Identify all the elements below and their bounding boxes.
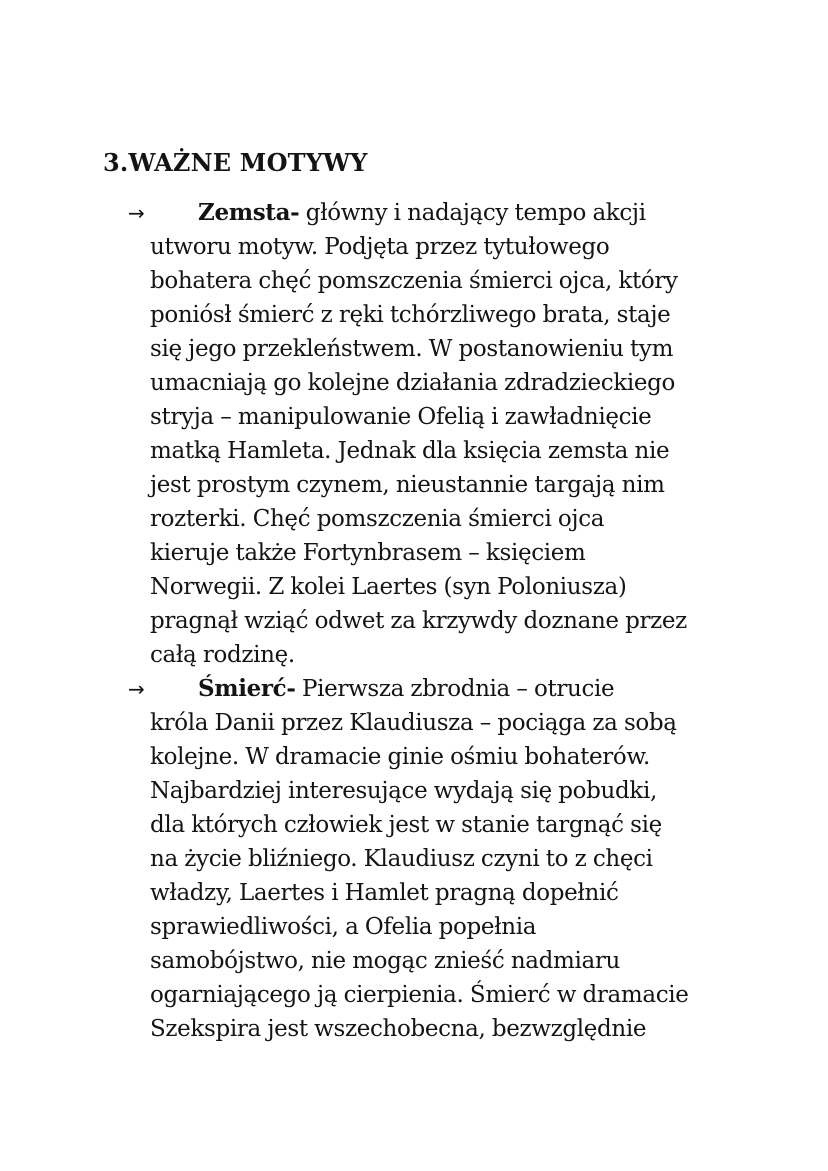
line-text: Pierwsza zbrodnia – otrucie [295,676,615,702]
line-text: główny i nadający tempo akcji [299,200,646,226]
paragraph-line: sprawiedliwości, a Ofelia popełnia [150,914,537,940]
motif-term: Zemsta- [198,199,300,226]
paragraph-line: całą rodzinę. [150,642,295,668]
paragraph-line: Norwegii. Z kolei Laertes (syn Poloniusza) [150,574,627,600]
paragraph-line: utworu motyw. Podjęta przez tytułowego [150,234,610,260]
motif-paragraph [150,196,750,672]
paragraph-line: bohatera chęć pomszczenia śmierci ojca, który [150,268,678,294]
motif-paragraph [150,672,750,1046]
paragraph-line: stryja – manipulowanie Ofelią i zawładnięcie [150,404,652,430]
paragraph-line: poniósł śmierć z ręki tchórzliwego brata, staje [150,302,671,328]
paragraph-line: kieruje także Fortynbrasem – księciem [150,540,586,566]
paragraph-line: dla których człowiek jest w stanie targnąć się [150,812,662,838]
arrow-bullet-icon: → [128,677,145,701]
paragraph-line: samobójstwo, nie mogąc znieść nadmiaru [150,948,620,974]
paragraph-line: ogarniającego ją cierpienia. Śmierć w dramacie [150,982,689,1008]
section-heading: 3.WAŻNE MOTYWY [103,148,368,177]
motif-list [0,196,828,1046]
paragraph-line: jest prostym czynem, nieustannie targają nim [150,472,665,498]
paragraph-line: kolejne. W dramacie ginie ośmiu bohaterów. [150,744,650,770]
paragraph-line: się jego przekleństwem. W postanowieniu tym [150,336,674,362]
paragraph-line: Najbardziej interesujące wydają się pobudki, [150,778,657,804]
paragraph-line: rozterki. Chęć pomszczenia śmierci ojca [150,506,605,532]
paragraph-line: władzy, Laertes i Hamlet pragną dopełnić [150,880,619,906]
paragraph-line: na życie bliźniego. Klaudiusz czyni to z chęci [150,846,653,872]
paragraph-line: Szekspira jest wszechobecna, bezwzględnie [150,1016,647,1042]
paragraph-line: pragnął wziąć odwet za krzywdy doznane przez [150,608,687,634]
paragraph-line: króla Danii przez Klaudiusza – pociąga za sobą [150,710,677,736]
paragraph-line [150,196,750,230]
paragraph-line: matką Hamleta. Jednak dla księcia zemsta nie [150,438,670,464]
arrow-bullet-icon: → [128,201,145,225]
paragraph-line [150,672,750,706]
motif-term: Śmierć- [198,675,296,702]
paragraph-line: umacniają go kolejne działania zdradzieckiego [150,370,675,396]
motif-item-smierc [0,672,828,1046]
motif-item-zemsta [0,196,828,672]
